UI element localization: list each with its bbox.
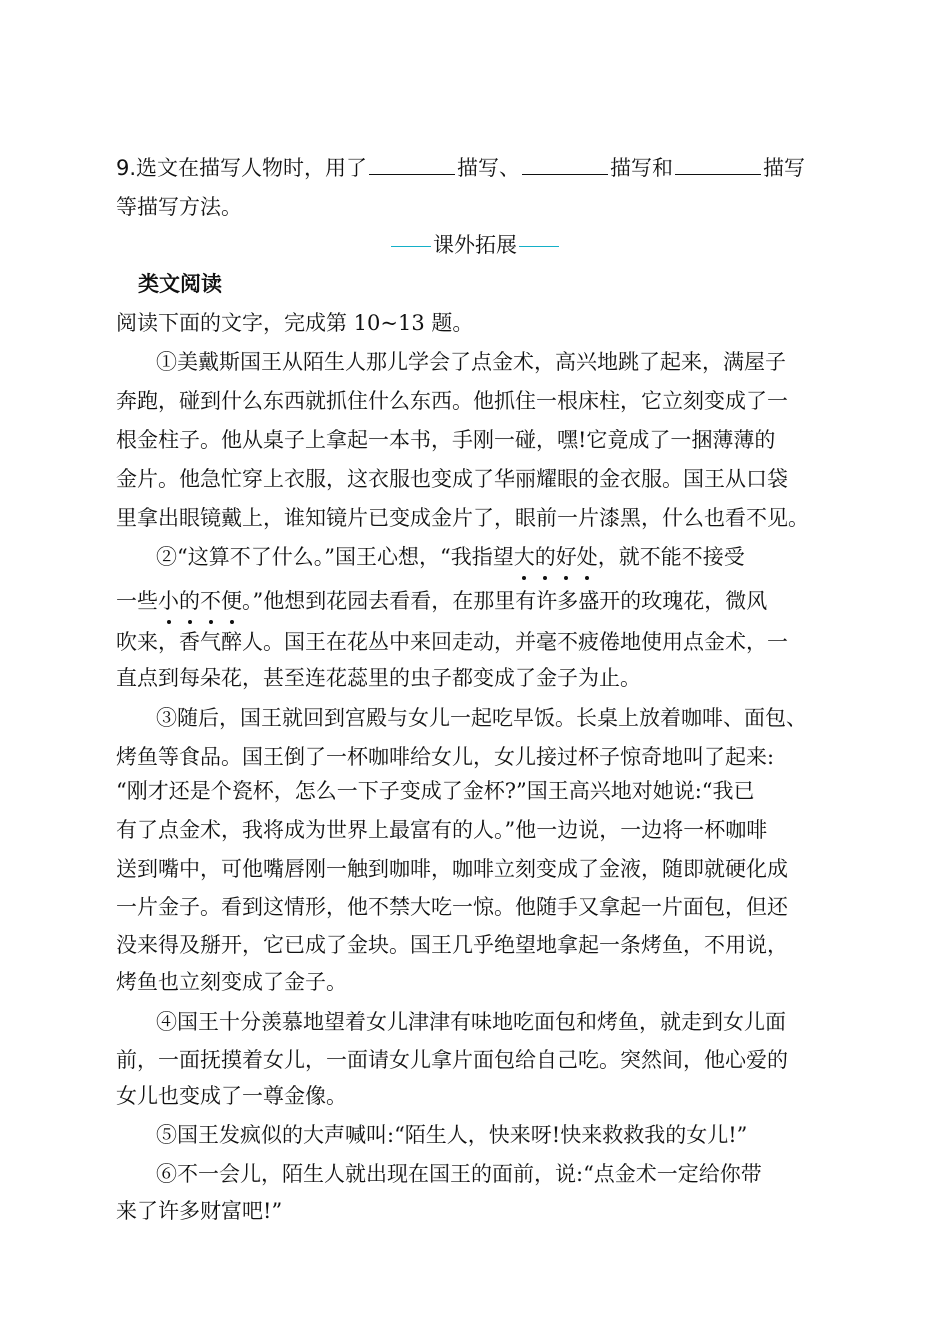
text-segment: 。”他想到花园去看看，在那里有许多盛开的玫瑰花，微风 [242, 589, 768, 613]
paragraph-4-line: 前，一面抚摸着女儿，一面请女儿拿片面包给自己吃。突然间，他心爱的 [116, 1048, 788, 1072]
emphasis-char: 不 [200, 589, 221, 613]
question-text: 描写 [763, 156, 806, 180]
question-9-line-1 [116, 154, 805, 182]
paragraph-2-line: 吹来，香气醉人。国王在花丛中来回走动，并毫不疲倦地使用点金术，一 [116, 630, 788, 654]
paragraph-4-line: ④国王十分羡慕地望着女儿津津有味地吃面包和烤鱼，就走到女儿面 [156, 1010, 786, 1034]
emphasis-char: 小 [158, 589, 179, 613]
paragraph-3-line: ③随后，国王就回到宫殿与女儿一起吃早饭。长桌上放着咖啡、面包、 [156, 706, 807, 730]
question-text: 描写、 [457, 156, 521, 180]
paragraph-4-line: 女儿也变成了一尊金像。 [116, 1084, 347, 1108]
paragraph-3-line: 送到嘴中，可他嘴唇刚一触到咖啡，咖啡立刻变成了金液，随即就硬化成 [116, 857, 788, 881]
paragraph-1-line: 金片。他急忙穿上衣服，这衣服也变成了华丽耀眼的金衣服。国王从口袋 [116, 467, 788, 491]
paragraph-5-line: ⑤国王发疯似的大声喊叫:“陌生人，快来呀!快来救救我的女儿!” [156, 1123, 748, 1147]
paragraph-3-line: 烤鱼等食品。国王倒了一杯咖啡给女儿，女儿接过杯子惊奇地叫了起来: [116, 745, 775, 769]
emphasis-char: 处 [576, 545, 598, 569]
text-segment: ②“这算不了什么。”国王心想，“我指望 [156, 545, 514, 569]
subsection-title: 类文阅读 [138, 272, 222, 296]
paragraph-3-line: 一片金子。看到这情形，他不禁大吃一惊。他随手又拿起一片面包，但还 [116, 895, 788, 919]
paragraph-1-line: 奔跑，碰到什么东西就抓住什么东西。他抓住一根床柱，它立刻变成了一 [116, 389, 788, 413]
emphasis-char: 大 [513, 545, 535, 569]
heading-rule-left [391, 246, 431, 247]
paragraph-3-line: 烤鱼也立刻变成了金子。 [116, 970, 347, 994]
text-segment: 一些 [116, 589, 158, 613]
paragraph-2-line: 直点到每朵花，甚至连花蕊里的虫子都变成了金子为止。 [116, 666, 641, 690]
paragraph-6-line: 来了许多财富吧!” [116, 1199, 283, 1223]
paragraph-2-line [116, 587, 767, 615]
emphasis-char: 便 [221, 589, 242, 613]
answer-blank-2[interactable] [522, 156, 608, 175]
emphasis-char: 的 [179, 589, 200, 613]
paragraph-1-line: 根金柱子。他从桌子上拿起一本书，手刚一碰，嘿!它竟成了一捆薄薄的 [116, 428, 776, 452]
question-9-line-2: 等描写方法。 [116, 195, 242, 219]
paragraph-1-line: 里拿出眼镜戴上，谁知镜片已变成金片了，眼前一片漆黑，什么也看不见。 [116, 506, 809, 530]
answer-blank-1[interactable] [369, 156, 455, 175]
answer-blank-3[interactable] [675, 156, 761, 175]
emphasis-char: 好 [555, 545, 577, 569]
question-text: 描写和 [610, 156, 674, 180]
instruction: 阅读下面的文字，完成第 10~13 题。 [116, 311, 474, 335]
question-number: 9. [116, 156, 137, 180]
paragraph-3-line: “刚才还是个瓷杯，怎么一下子变成了金杯?”国王高兴地对她说:“我已 [116, 779, 755, 803]
paragraph-3-line: 有了点金术，我将成为世界上最富有的人。”他一边说，一边将一杯咖啡 [116, 818, 768, 842]
heading-rule-right [519, 246, 559, 247]
section-heading [0, 231, 950, 259]
paragraph-6-line: ⑥不一会儿，陌生人就出现在国王的面前，说:“点金术一定给你带 [156, 1162, 762, 1186]
question-text: 选文在描写人物时，用了 [136, 156, 368, 180]
section-title: 课外拓展 [433, 233, 517, 257]
paragraph-1-line: ①美戴斯国王从陌生人那儿学会了点金术，高兴地跳了起来，满屋子 [156, 350, 786, 374]
paragraph-2-line [156, 543, 745, 571]
text-segment: ，就不能不接受 [597, 545, 745, 569]
paragraph-3-line: 没来得及掰开，它已成了金块。国王几乎绝望地拿起一条烤鱼，不用说， [116, 933, 788, 957]
emphasis-char: 的 [534, 545, 556, 569]
